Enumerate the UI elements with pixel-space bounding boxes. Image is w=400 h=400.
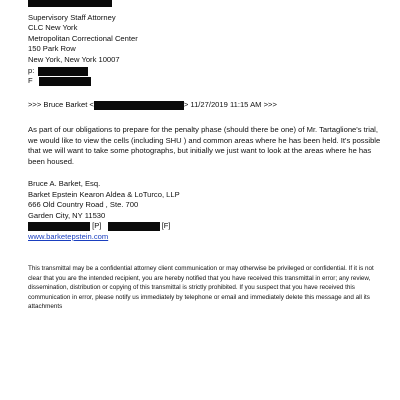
sender-contact-row — [28, 221, 180, 232]
sender-signature-block — [28, 179, 180, 243]
sender-city: Garden City, NY 11530 — [28, 210, 106, 220]
recipient-redacted-name — [28, 2, 138, 13]
sender-name: Bruce A. Barket, Esq. — [28, 179, 101, 188]
recipient-title: Supervisory Staff Attorney — [28, 12, 116, 22]
phone-tag: [P] — [92, 221, 102, 231]
phone-label: p: — [28, 65, 35, 75]
redaction-bar — [108, 222, 160, 231]
sender-address: 666 Old Country Road , Ste. 700 — [28, 200, 139, 210]
fax-label: F — [28, 76, 33, 86]
forward-line — [28, 100, 277, 111]
recipient-phone-row — [28, 66, 138, 77]
recipient-org: CLC New York — [28, 23, 78, 33]
sender-firm: Barket Epstein Kearon Aldea & LoTurco, LLP — [28, 189, 180, 199]
redaction-bar — [28, 222, 90, 231]
fax-tag: [F] — [161, 221, 171, 231]
forward-header — [28, 100, 277, 111]
redaction-bar — [39, 77, 91, 86]
forward-prefix: >>> Bruce Barket < — [28, 100, 94, 109]
redaction-bar — [28, 0, 112, 7]
forward-suffix: > 11/27/2019 11:15 AM >>> — [183, 100, 277, 109]
recipient-signature-block — [28, 2, 138, 87]
message-body: As part of our obligations to prepare for the penalty phase (should there be one) of Mr. Tartaglione's trial, we would like to view the cells (including SHU ) and common areas where he has been held. It's possible that we will want to take some photographs, but initially we just want to look at the areas where he has been housed. — [28, 125, 381, 166]
recipient-street: 150 Park Row — [28, 44, 76, 54]
redaction-bar — [94, 101, 184, 110]
recipient-city: New York, New York 10007 — [28, 54, 120, 64]
confidentiality-disclaimer: This transmittal may be a confidential attorney client communication or may otherwise be privileged or confidential. If it is not clear that you are the intended recipient, you are hereby notified that you have received this transmittal in error; any review, dissemination, distribution or copying of this transmittal is strictly prohibited. If you suspect that you have received this communication in error, please notify us immediately by telephone or email and immediately delete this message and all its attachments — [28, 265, 374, 311]
website-link[interactable]: www.barketepstein.com — [28, 231, 109, 241]
recipient-fax-row — [28, 76, 138, 87]
recipient-facility: Metropolitan Correctional Center — [28, 33, 138, 43]
sender-website-row — [28, 232, 180, 243]
redaction-bar — [38, 67, 88, 76]
